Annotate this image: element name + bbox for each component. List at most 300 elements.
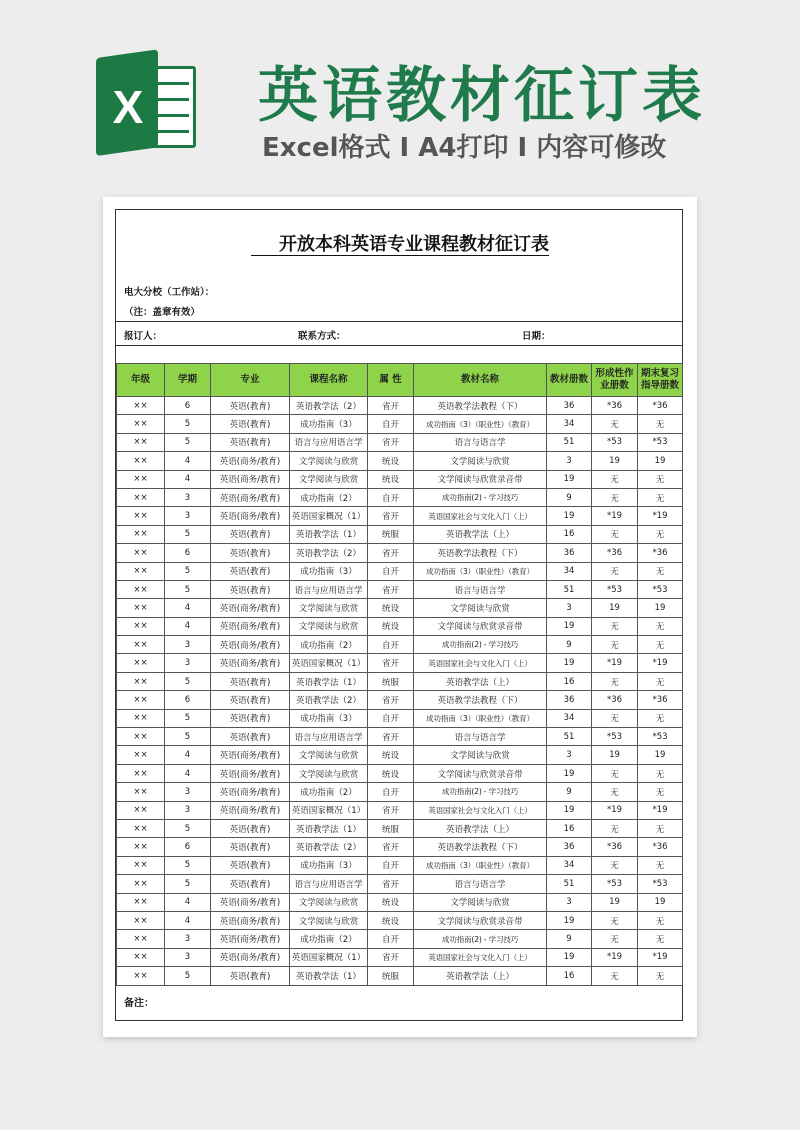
column-header: 教材册数 <box>547 364 592 397</box>
table-cell: 英语教学法（上） <box>414 819 547 837</box>
table-cell: 统设 <box>368 452 414 470</box>
table-cell: 9 <box>547 930 592 948</box>
table-cell: 无 <box>638 672 683 690</box>
divider <box>116 321 682 322</box>
table-row <box>117 930 683 948</box>
table-cell: 文学阅读与欣赏 <box>290 893 368 911</box>
table-cell: ×× <box>117 819 165 837</box>
table-cell: 19 <box>547 911 592 929</box>
table-cell: *36 <box>592 397 638 415</box>
table-cell: 英语(教育) <box>211 875 290 893</box>
table-cell: 9 <box>547 636 592 654</box>
table-cell: 英语(商务/教育) <box>211 617 290 635</box>
table-cell: 英语教学法（上） <box>414 672 547 690</box>
table-cell: 无 <box>638 911 683 929</box>
table-cell: 成功指南（2） <box>290 930 368 948</box>
table-cell: 英语教学法教程（下） <box>414 397 547 415</box>
table-cell: 省开 <box>368 728 414 746</box>
table-cell: 3 <box>547 452 592 470</box>
table-cell: 4 <box>165 452 211 470</box>
table-row <box>117 764 683 782</box>
table-cell: *19 <box>638 507 683 525</box>
table-cell: 19 <box>592 893 638 911</box>
table-cell: 自开 <box>368 783 414 801</box>
table-cell: 无 <box>592 562 638 580</box>
table-cell: 19 <box>592 746 638 764</box>
table-cell: ×× <box>117 544 165 562</box>
table-cell: 51 <box>547 875 592 893</box>
table-cell: 无 <box>638 856 683 874</box>
table-cell: 省开 <box>368 875 414 893</box>
table-cell: 36 <box>547 838 592 856</box>
table-cell: 统服 <box>368 672 414 690</box>
table-cell: 英语教学法（2） <box>290 838 368 856</box>
table-cell: 文学阅读与欣赏录音带 <box>414 911 547 929</box>
table-cell: 19 <box>547 801 592 819</box>
table-cell: 4 <box>165 893 211 911</box>
table-cell: 成功指南(2) - 学习技巧 <box>414 636 547 654</box>
table-cell: 成功指南（3）（职业性）（教育） <box>414 562 547 580</box>
table-cell: 英语(教育) <box>211 691 290 709</box>
table-cell: *53 <box>638 728 683 746</box>
table-cell: ×× <box>117 470 165 488</box>
table-cell: 语言与应用语言学 <box>290 433 368 451</box>
table-cell: 无 <box>638 470 683 488</box>
banner-subtitle: Excel格式 I A4打印 I 内容可修改 <box>262 133 667 163</box>
table-cell: 34 <box>547 415 592 433</box>
column-header: 教材名称 <box>414 364 547 397</box>
table-cell: 英语(教育) <box>211 728 290 746</box>
table-cell: 省开 <box>368 654 414 672</box>
table-cell: 成功指南(2) - 学习技巧 <box>414 783 547 801</box>
table-cell: ×× <box>117 599 165 617</box>
table-cell: 英语(教育) <box>211 856 290 874</box>
table-cell: 5 <box>165 967 211 985</box>
table-cell: 统设 <box>368 470 414 488</box>
table-cell: 无 <box>592 415 638 433</box>
table-cell: 英语教学法（1） <box>290 672 368 690</box>
table-cell: ×× <box>117 709 165 727</box>
table-cell: 英语(商务/教育) <box>211 599 290 617</box>
table-cell: 4 <box>165 470 211 488</box>
table-cell: 语言与应用语言学 <box>290 728 368 746</box>
table-row <box>117 746 683 764</box>
table-cell: ×× <box>117 415 165 433</box>
table-cell: 英语(商务/教育) <box>211 893 290 911</box>
table-row <box>117 783 683 801</box>
table-cell: *53 <box>638 433 683 451</box>
table-cell: ×× <box>117 488 165 506</box>
table-cell: 英语(教育) <box>211 580 290 598</box>
table-cell: *19 <box>592 801 638 819</box>
table-cell: 文学阅读与欣赏 <box>290 911 368 929</box>
table-cell: 语言与应用语言学 <box>290 875 368 893</box>
table-cell: ×× <box>117 930 165 948</box>
table-row <box>117 470 683 488</box>
table-cell: 统设 <box>368 617 414 635</box>
table-cell: 3 <box>165 783 211 801</box>
table-cell: 省开 <box>368 507 414 525</box>
table-cell: 5 <box>165 433 211 451</box>
table-cell: 英语(教育) <box>211 672 290 690</box>
contact-label: 联系方式： <box>298 331 346 342</box>
table-cell: 34 <box>547 709 592 727</box>
table-cell: ×× <box>117 801 165 819</box>
table-cell: 6 <box>165 544 211 562</box>
date-label: 日期： <box>522 331 551 342</box>
table-cell: 统服 <box>368 819 414 837</box>
table-cell: 文学阅读与欣赏录音带 <box>414 617 547 635</box>
table-cell: 文学阅读与欣赏 <box>414 452 547 470</box>
table-cell: 自开 <box>368 930 414 948</box>
table-cell: 英语教学法（上） <box>414 525 547 543</box>
table-cell: 5 <box>165 709 211 727</box>
table-cell: ×× <box>117 507 165 525</box>
order-form <box>115 209 683 1021</box>
table-cell: ×× <box>117 672 165 690</box>
table-cell: 无 <box>638 764 683 782</box>
table-cell: 英语教学法（1） <box>290 967 368 985</box>
table-cell: 成功指南(2) - 学习技巧 <box>414 488 547 506</box>
table-cell: 英语教学法（2） <box>290 691 368 709</box>
table-cell: 英语(教育) <box>211 967 290 985</box>
divider <box>116 345 682 346</box>
table-cell: ×× <box>117 764 165 782</box>
table-cell: 3 <box>165 654 211 672</box>
table-cell: 3 <box>165 801 211 819</box>
table-cell: 19 <box>592 599 638 617</box>
table-cell: 文学阅读与欣赏录音带 <box>414 470 547 488</box>
table-cell: 英语(教育) <box>211 544 290 562</box>
table-cell: ×× <box>117 433 165 451</box>
table-cell: 文学阅读与欣赏 <box>414 599 547 617</box>
table-row <box>117 654 683 672</box>
table-cell: 文学阅读与欣赏录音带 <box>414 764 547 782</box>
table-cell: 语言与应用语言学 <box>290 580 368 598</box>
table-cell: ×× <box>117 562 165 580</box>
table-cell: 英语国家概况（1） <box>290 507 368 525</box>
table-cell: *53 <box>638 580 683 598</box>
banner-title: 英语教材征订表 <box>258 61 706 131</box>
table-cell: 51 <box>547 580 592 598</box>
table-cell: 英语教学法教程（下） <box>414 544 547 562</box>
table-cell: 自开 <box>368 856 414 874</box>
table-cell: *19 <box>638 654 683 672</box>
table-cell: 19 <box>638 452 683 470</box>
table-cell: 19 <box>547 948 592 966</box>
table-cell: 省开 <box>368 580 414 598</box>
table-cell: 51 <box>547 433 592 451</box>
table-cell: 英语(商务/教育) <box>211 911 290 929</box>
table-cell: 无 <box>638 636 683 654</box>
table-cell: 无 <box>638 525 683 543</box>
table-cell: 英语(教育) <box>211 838 290 856</box>
table-cell: 无 <box>592 783 638 801</box>
table-cell: 19 <box>547 617 592 635</box>
table-cell: 无 <box>638 488 683 506</box>
table-cell: 3 <box>165 488 211 506</box>
table-cell: 语言与语言学 <box>414 875 547 893</box>
table-cell: 5 <box>165 580 211 598</box>
table-cell: 4 <box>165 911 211 929</box>
column-header: 形成性作业册数 <box>592 364 638 397</box>
table-cell: 16 <box>547 525 592 543</box>
table-cell: ×× <box>117 911 165 929</box>
table-cell: 文学阅读与欣赏 <box>414 746 547 764</box>
table-row <box>117 728 683 746</box>
table-cell: *53 <box>592 728 638 746</box>
table-cell: 自开 <box>368 636 414 654</box>
table-cell: 成功指南（3）（职业性）（教育） <box>414 415 547 433</box>
table-row <box>117 580 683 598</box>
table-cell: 英语国家社会与文化入门（上） <box>414 507 547 525</box>
table-cell: 英语(商务/教育) <box>211 948 290 966</box>
table-cell: ×× <box>117 728 165 746</box>
table-cell: ×× <box>117 636 165 654</box>
table-cell: 语言与语言学 <box>414 728 547 746</box>
table-cell: *36 <box>592 544 638 562</box>
table-cell: 省开 <box>368 397 414 415</box>
logo-letter: X <box>112 81 144 133</box>
branch-label: 电大分校（工作站）： <box>124 287 215 298</box>
table-cell: 省开 <box>368 948 414 966</box>
table-cell: 英语(教育) <box>211 525 290 543</box>
table-cell: 无 <box>592 470 638 488</box>
table-cell: 英语(教育) <box>211 433 290 451</box>
table-cell: 英语国家概况（1） <box>290 654 368 672</box>
table-cell: *53 <box>592 433 638 451</box>
table-cell: *36 <box>592 838 638 856</box>
table-cell: 4 <box>165 764 211 782</box>
table-cell: 19 <box>547 507 592 525</box>
column-header: 课程名称 <box>290 364 368 397</box>
table-row <box>117 599 683 617</box>
table-row <box>117 525 683 543</box>
table-cell: 无 <box>638 415 683 433</box>
table-cell: 自开 <box>368 709 414 727</box>
table-cell: 英语教学法（1） <box>290 819 368 837</box>
table-row <box>117 893 683 911</box>
table-cell: 3 <box>165 507 211 525</box>
table-cell: 统服 <box>368 525 414 543</box>
table-cell: 英语(教育) <box>211 709 290 727</box>
table-cell: 自开 <box>368 562 414 580</box>
table-cell: 无 <box>592 709 638 727</box>
table-cell: 3 <box>547 599 592 617</box>
table-cell: 无 <box>592 967 638 985</box>
table-cell: 省开 <box>368 433 414 451</box>
table-cell: ×× <box>117 691 165 709</box>
table-cell: 无 <box>638 783 683 801</box>
table-cell: *19 <box>638 948 683 966</box>
table-cell: 英语(教育) <box>211 819 290 837</box>
table-cell: 5 <box>165 875 211 893</box>
column-header: 属 性 <box>368 364 414 397</box>
table-cell: 英语(商务/教育) <box>211 507 290 525</box>
table-cell: *19 <box>592 948 638 966</box>
table-row <box>117 838 683 856</box>
document-title-wrap <box>116 230 684 256</box>
table-cell: 无 <box>592 636 638 654</box>
table-row <box>117 967 683 985</box>
table-cell: ×× <box>117 948 165 966</box>
table-cell: 省开 <box>368 544 414 562</box>
table-cell: 36 <box>547 544 592 562</box>
table-cell: 英语(商务/教育) <box>211 801 290 819</box>
table-cell: 34 <box>547 562 592 580</box>
table-cell: *36 <box>638 544 683 562</box>
table-cell: 3 <box>165 930 211 948</box>
table-cell: 5 <box>165 728 211 746</box>
table-cell: 成功指南(2) - 学习技巧 <box>414 930 547 948</box>
table-cell: 统设 <box>368 764 414 782</box>
table-cell: *36 <box>638 397 683 415</box>
table-cell: 9 <box>547 488 592 506</box>
table-cell: 成功指南（2） <box>290 783 368 801</box>
table-cell: 16 <box>547 672 592 690</box>
table-cell: 省开 <box>368 691 414 709</box>
table-cell: 34 <box>547 856 592 874</box>
table-cell: 英语国家概况（1） <box>290 948 368 966</box>
table-row <box>117 433 683 451</box>
stamp-note: （注：盖章有效） <box>124 307 201 318</box>
table-cell: 19 <box>638 893 683 911</box>
table-cell: 英语(商务/教育) <box>211 452 290 470</box>
table-cell: ×× <box>117 654 165 672</box>
table-cell: 16 <box>547 819 592 837</box>
table-cell: 英语教学法（上） <box>414 967 547 985</box>
table-cell: 36 <box>547 397 592 415</box>
table-cell: 19 <box>592 452 638 470</box>
table-cell: 3 <box>165 948 211 966</box>
table-cell: *19 <box>592 507 638 525</box>
table-cell: *53 <box>638 875 683 893</box>
table-cell: 文学阅读与欣赏 <box>290 599 368 617</box>
table-cell: 19 <box>547 654 592 672</box>
table-row <box>117 875 683 893</box>
column-header: 专业 <box>211 364 290 397</box>
table-cell: 无 <box>638 819 683 837</box>
table-row <box>117 691 683 709</box>
table-cell: ×× <box>117 617 165 635</box>
table-cell: 英语(教育) <box>211 397 290 415</box>
reporter-label: 报订人： <box>124 331 163 342</box>
table-cell: 5 <box>165 525 211 543</box>
table-cell: 英语(商务/教育) <box>211 930 290 948</box>
table-cell: *19 <box>592 654 638 672</box>
table-row <box>117 948 683 966</box>
table-cell: ×× <box>117 875 165 893</box>
column-header: 期末复习指导册数 <box>638 364 683 397</box>
table-cell: 统设 <box>368 746 414 764</box>
table-cell: 英语国家社会与文化入门（上） <box>414 654 547 672</box>
table-cell: 无 <box>638 617 683 635</box>
table-cell: 5 <box>165 672 211 690</box>
table-cell: 3 <box>547 893 592 911</box>
table-cell: 英语教学法教程（下） <box>414 691 547 709</box>
table-cell: 3 <box>165 636 211 654</box>
table-cell: 自开 <box>368 415 414 433</box>
table-cell: 5 <box>165 819 211 837</box>
table-cell: 6 <box>165 838 211 856</box>
table-cell: 无 <box>592 930 638 948</box>
table-cell: 无 <box>592 617 638 635</box>
table-cell: 无 <box>592 525 638 543</box>
table-cell: 成功指南（2） <box>290 488 368 506</box>
table-cell: *36 <box>592 691 638 709</box>
table-cell: 6 <box>165 397 211 415</box>
table-row <box>117 709 683 727</box>
table-cell: 5 <box>165 856 211 874</box>
table-cell: 3 <box>547 746 592 764</box>
table-cell: 4 <box>165 599 211 617</box>
table-cell: ×× <box>117 893 165 911</box>
table-cell: ×× <box>117 856 165 874</box>
table-row <box>117 856 683 874</box>
table-cell: 自开 <box>368 488 414 506</box>
table-cell: 成功指南（3）（职业性）（教育） <box>414 856 547 874</box>
table-row <box>117 488 683 506</box>
table-cell: 无 <box>592 856 638 874</box>
table-row <box>117 911 683 929</box>
table-cell: 19 <box>547 470 592 488</box>
table-cell: 成功指南（3） <box>290 709 368 727</box>
table-cell: 无 <box>638 967 683 985</box>
table-cell: 无 <box>592 672 638 690</box>
promo-banner <box>0 0 800 185</box>
table-row <box>117 819 683 837</box>
table-cell: 无 <box>638 562 683 580</box>
table-cell: *53 <box>592 580 638 598</box>
table-cell: 9 <box>547 783 592 801</box>
table-cell: 文学阅读与欣赏 <box>290 617 368 635</box>
table-cell: 英语(商务/教育) <box>211 654 290 672</box>
table-header-row <box>117 364 683 397</box>
table-cell: 统设 <box>368 599 414 617</box>
table-cell: 英语(商务/教育) <box>211 488 290 506</box>
table-cell: ×× <box>117 838 165 856</box>
table-cell: ×× <box>117 452 165 470</box>
table-cell: 英语(教育) <box>211 562 290 580</box>
remarks-label: 备注： <box>124 998 154 1009</box>
table-cell: 成功指南（3） <box>290 415 368 433</box>
table-cell: 5 <box>165 562 211 580</box>
table-cell: 6 <box>165 691 211 709</box>
table-cell: 英语国家概况（1） <box>290 801 368 819</box>
table-row <box>117 672 683 690</box>
table-cell: 英语国家社会与文化入门（上） <box>414 948 547 966</box>
table-cell: 语言与语言学 <box>414 580 547 598</box>
table-cell: 成功指南（3） <box>290 856 368 874</box>
table-cell: ×× <box>117 397 165 415</box>
table-cell: 英语教学法（2） <box>290 397 368 415</box>
column-header: 年级 <box>117 364 165 397</box>
table-cell: 统设 <box>368 911 414 929</box>
table-cell: 36 <box>547 691 592 709</box>
table-cell: *53 <box>592 875 638 893</box>
excel-logo-icon <box>96 58 200 156</box>
table-cell: *36 <box>638 691 683 709</box>
table-cell: 成功指南（3） <box>290 562 368 580</box>
table-cell: 19 <box>638 599 683 617</box>
table-cell: 无 <box>638 930 683 948</box>
document-page <box>103 197 697 1037</box>
table-cell: ×× <box>117 580 165 598</box>
table-cell: 文学阅读与欣赏 <box>290 452 368 470</box>
table-row <box>117 562 683 580</box>
table-cell: 语言与语言学 <box>414 433 547 451</box>
table-cell: 51 <box>547 728 592 746</box>
